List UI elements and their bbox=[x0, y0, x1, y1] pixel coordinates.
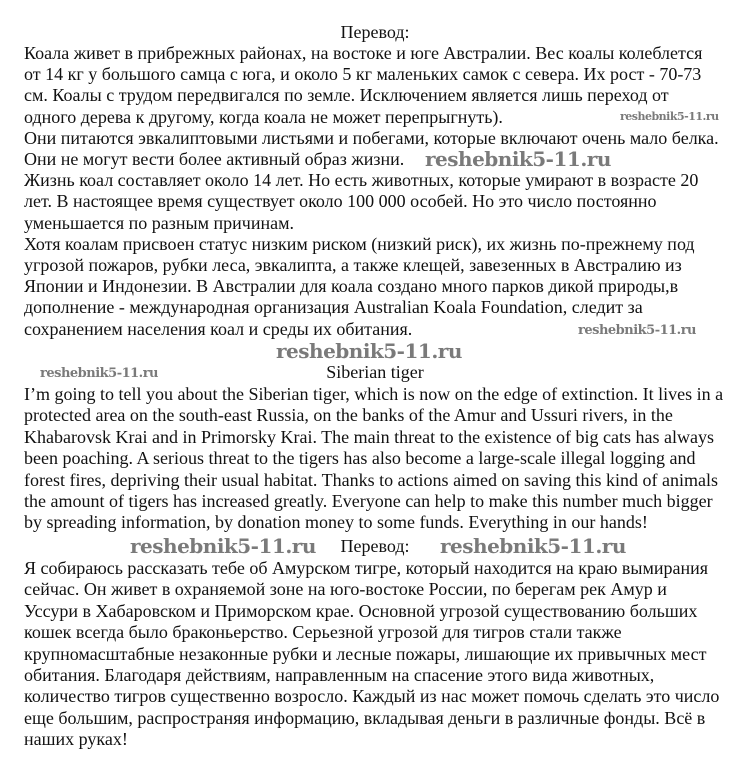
text-line: Я собираюсь рассказать тебе об Амурском тигре, который находится на краю вымирания bbox=[24, 558, 709, 578]
text-line: the amount of tigers has increased greatly. Everyone can help to make this number much bigger bbox=[24, 491, 713, 511]
text-line: см. Коалы с трудом передвигался по земле. Исключением является лишь переход от bbox=[24, 85, 669, 106]
watermark: reshebnik5-11.ru bbox=[440, 534, 626, 558]
koala-translation-heading: Перевод: bbox=[340, 22, 410, 42]
watermark: reshebnik5-11.ru bbox=[130, 534, 316, 558]
text-line: еще большим, распространяя информацию, вкладывая деньги в различные фонды. Всё в bbox=[24, 707, 706, 728]
text-line: уменьшается по разным причинам. bbox=[24, 212, 294, 233]
watermark: reshebnik5-11.ru bbox=[578, 323, 697, 338]
text-line: Они не могут вести более активный образ жизни. bbox=[24, 149, 405, 169]
text-line: protected area on the south-east Russia, on the banks of the Amur and Ussuri rivers, in the bbox=[24, 405, 673, 426]
watermark: reshebnik5-11.ru bbox=[40, 366, 159, 381]
text-line: наших руках! bbox=[24, 729, 128, 750]
watermark: reshebnik5-11.ru bbox=[276, 339, 462, 363]
text-line: кошек всегда было браконьерство. Серьезной угрозой для тигров стали также bbox=[24, 622, 622, 643]
text-line: been poaching. A serious threat to the tigers has also become a large-scale illegal logging and bbox=[24, 448, 696, 469]
text-line: Khabarovsk Krai and in Primorsky Krai. The main threat to the existence of big cats has always bbox=[24, 426, 714, 447]
text-line: сейчас. Он живет в охраняемой зоне на юго-востоке России, по берегам рек Амур и bbox=[24, 579, 667, 600]
text-line: дополнение - международная организация Australian Koala Foundation, следит за bbox=[24, 297, 643, 318]
text-line: forest fires, depriving their usual habitat. Thanks to actions aimed on saving this kind of animals bbox=[24, 469, 719, 490]
text-line: Японии и Индонезии. В Австралии для коала создано много парков дикой природы,в bbox=[24, 276, 679, 297]
text-line: Уссури в Хабаровском и Приморском крае. Основной угрозой существованию больших bbox=[24, 600, 698, 621]
watermark: reshebnik5-11.ru bbox=[425, 147, 611, 171]
text-line: угрозой пожаров, рубки леса, эвкалипта, а также клещей, завезенных в Австралию из bbox=[24, 255, 682, 275]
text-line: количество тигров существенно возросло. Каждый из нас может помочь сделать это число bbox=[24, 686, 720, 707]
watermark: reshebnik5-11.ru bbox=[620, 110, 719, 123]
text-line: Жизнь коал составляет около 14 лет. Но есть животных, которые умирают в возрасте 20 bbox=[24, 170, 699, 191]
text-line: I’m going to tell you about the Siberian tiger, which is now on the edge of extinction. It lives in a bbox=[24, 384, 724, 404]
text-line: сохранением населения коал и среды их обитания. bbox=[24, 318, 413, 339]
text-line: Коала живет в прибрежных районах, на востоке и юге Австралии. Вес коалы колеблется bbox=[24, 43, 703, 63]
text-line: Хотя коалам присвоен статус низким риском (низкий риск), их жизнь по-прежнему под bbox=[24, 233, 695, 254]
text-line: Они питаются эвкалиптовыми листьями и побегами, которые включают очень мало белка. bbox=[24, 127, 719, 148]
text-line: от 14 кг у большого самца с юга, и около 5 кг маленьких самок с севера. Их рост - 70-73 bbox=[24, 64, 702, 85]
siberian-tiger-heading: Siberian tiger bbox=[326, 362, 424, 382]
text-line: лет. В настоящее время существует около 100 000 особей. Но это число постоянно bbox=[24, 191, 657, 212]
tiger-translation-heading: Перевод: bbox=[340, 536, 410, 556]
text-line: by spreading information, by donation money to some funds. Everything in our hands! bbox=[24, 512, 648, 533]
text-line: обитания. Благодаря действиям, направленным на спасение этого вида животных, bbox=[24, 665, 655, 685]
text-line: одного дерева к другому, когда коала не может перепрыгнуть). bbox=[24, 106, 503, 127]
text-line: крупномасштабные незаконные рубки и лесные пожары, лишающие их привычных мест bbox=[24, 643, 707, 664]
